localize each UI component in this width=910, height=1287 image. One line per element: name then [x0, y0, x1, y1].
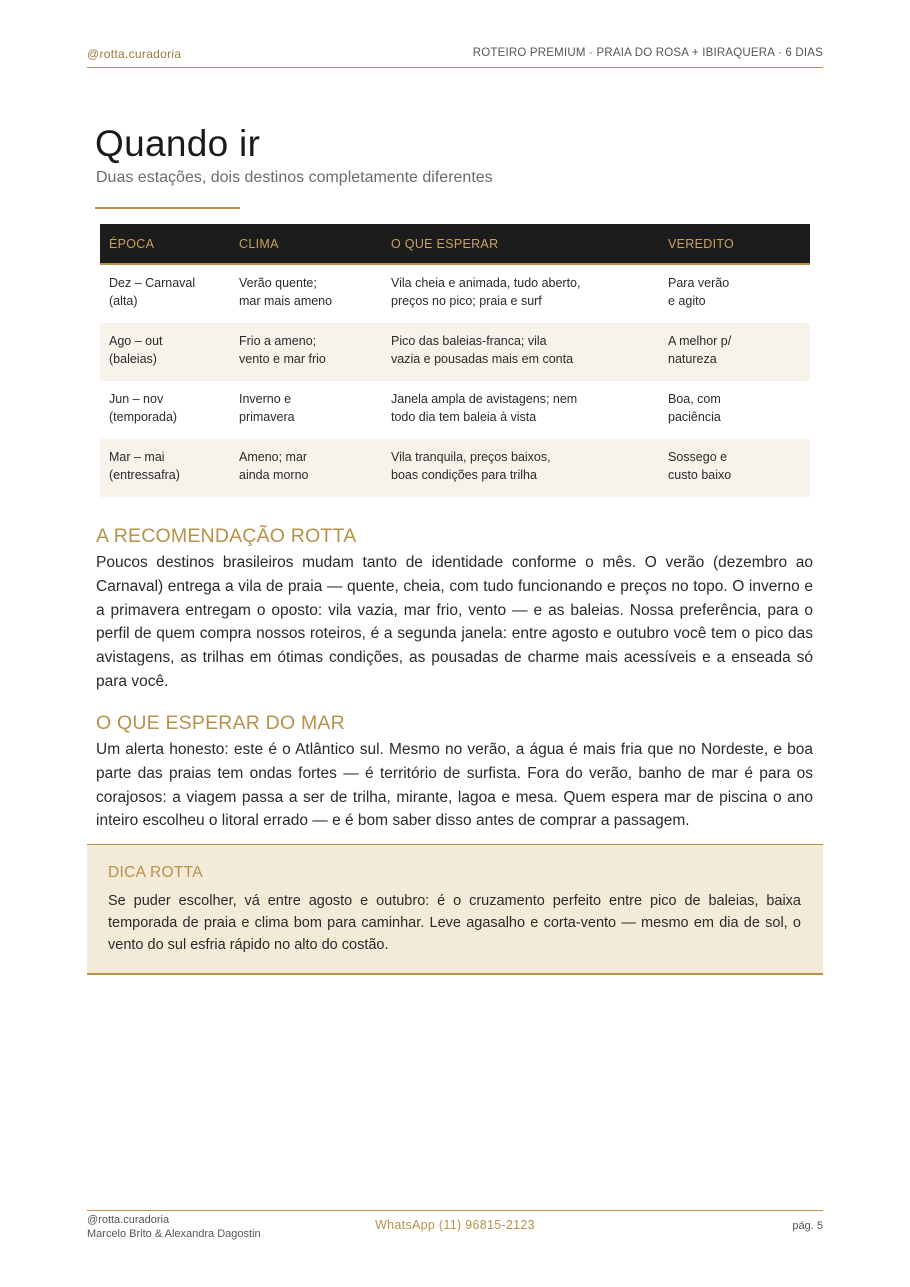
- footer-handle: @rotta.curadoria: [87, 1214, 170, 1226]
- table-cell: [230, 439, 382, 497]
- table-cell: [230, 381, 382, 439]
- table-cell: [382, 264, 659, 323]
- table-cell: [382, 381, 659, 439]
- page-title: Quando ir: [95, 123, 261, 164]
- cell-line: vazia e pousadas mais em conta: [391, 352, 574, 366]
- page-number: pág. 5: [792, 1220, 823, 1232]
- cell-line: paciência: [668, 410, 721, 424]
- table-header-row: [100, 224, 810, 264]
- cell-line: Janela ampla de avistagens; nem: [391, 392, 578, 406]
- table-row: [100, 264, 810, 323]
- cell-line: vento e mar frio: [239, 352, 326, 366]
- table-cell: [100, 439, 230, 497]
- header-brand: @rotta.curadoria: [87, 47, 182, 61]
- season-table: [100, 224, 810, 497]
- table-cell: [100, 381, 230, 439]
- section-heading-mar: O QUE ESPERAR DO MAR: [96, 712, 345, 734]
- cell-line: Vila tranquila, preços baixos,: [391, 450, 551, 464]
- cell-line: (entressafra): [109, 468, 180, 482]
- cell-line: Jun – nov: [109, 392, 164, 406]
- cell-line: primavera: [239, 410, 295, 424]
- footer-whatsapp: WhatsApp (11) 96815-2123: [375, 1218, 535, 1232]
- section-body-mar: Um alerta honesto: este é o Atlântico sul. Mesmo no verão, a água é mais fria que no Nordeste, e boa parte das praias tem ondas fortes — é território de surfista. Fora do verão, banho de mar é para os corajosos: a viagem passa a ser de trilha, mirante, lagoa e mesa. Quem espera mar de piscina o ano inteiro escolheu o litoral errado — e é bom saber disso antes de comprar a passagem.: [96, 741, 813, 830]
- table-row: [100, 381, 810, 439]
- col-header-clima: CLIMA: [230, 224, 382, 264]
- col-header-veredito: VEREDITO: [659, 224, 810, 264]
- table-cell: [659, 439, 810, 497]
- footer-authors: Marcelo Brito & Alexandra Dagostin: [87, 1228, 261, 1240]
- table-cell: [230, 323, 382, 381]
- cell-line: Frio a ameno;: [239, 334, 317, 348]
- cell-line: Verão quente;: [239, 276, 317, 290]
- table-cell: [100, 264, 230, 323]
- table-cell: [100, 323, 230, 381]
- cell-line: natureza: [668, 352, 717, 366]
- cell-line: preços no pico; praia e surf: [391, 294, 542, 308]
- tip-box: [87, 844, 823, 975]
- cell-line: Vila cheia e animada, tudo aberto,: [391, 276, 581, 290]
- page-subtitle: Duas estações, dois destinos completamente diferentes: [96, 169, 493, 186]
- cell-line: Dez – Carnaval: [109, 276, 196, 290]
- tip-title: DICA ROTTA: [108, 864, 203, 881]
- header-itinerary-title: ROTEIRO PREMIUM · PRAIA DO ROSA + IBIRAQUERA · 6 DIAS: [472, 47, 823, 59]
- table-cell: [659, 323, 810, 381]
- cell-line: (temporada): [109, 410, 178, 424]
- cell-line: (alta): [109, 294, 138, 308]
- cell-line: todo dia tem baleia à vista: [391, 410, 537, 424]
- table-row: [100, 323, 810, 381]
- cell-line: Mar – mai: [109, 450, 165, 464]
- table-cell: [230, 264, 382, 323]
- cell-line: mar mais ameno: [239, 294, 333, 308]
- cell-line: Inverno e: [239, 392, 292, 406]
- cell-line: e agito: [668, 294, 706, 308]
- cell-line: Pico das baleias-franca; vila: [391, 334, 547, 348]
- cell-line: ainda morno: [239, 468, 309, 482]
- col-header-epoca: ÉPOCA: [100, 224, 230, 264]
- col-header-o-que-esperar: O QUE ESPERAR: [382, 224, 659, 264]
- cell-line: Boa, com: [668, 392, 721, 406]
- cell-line: A melhor p/: [668, 334, 732, 348]
- page-footer: [87, 1210, 823, 1240]
- page-header: [87, 44, 823, 68]
- section-body-recomendacao: Poucos destinos brasileiros mudam tanto de identidade conforme o mês. O verão (dezembro ao Carnaval) entrega a vila de praia — quente, cheia, com tudo funcionando e preços no topo. O inverno e a primavera entregam o oposto: vila vazia, mar frio, vento — e as baleias. Nossa preferência, para o perfil de quem compra nossos roteiros, é a segunda janela: entre agosto e outubro você tem o pico das avistagens, as trilhas em ótimas condições, as pousadas de charme mais acessíveis e a enseada só para você.: [96, 554, 813, 690]
- tip-body: Se puder escolher, vá entre agosto e outubro: é o cruzamento perfeito entre pico de baleias, baixa temporada de praia e clima bom para caminhar. Leve agasalho e corta-vento — mesmo em dia de sol, o vento do sul esfria rápido no alto do costão.: [108, 893, 801, 953]
- cell-line: custo baixo: [668, 468, 732, 482]
- title-divider: [95, 207, 240, 209]
- table-cell: [659, 381, 810, 439]
- table-cell: [382, 323, 659, 381]
- cell-line: Sossego e: [668, 450, 728, 464]
- cell-line: Ago – out: [109, 334, 163, 348]
- table-row: [100, 439, 810, 497]
- cell-line: (baleias): [109, 352, 157, 366]
- cell-line: Ameno; mar: [239, 450, 308, 464]
- table-cell: [382, 439, 659, 497]
- cell-line: Para verão: [668, 276, 730, 290]
- cell-line: boas condições para trilha: [391, 468, 537, 482]
- section-heading-recomendacao: A RECOMENDAÇÃO ROTTA: [96, 525, 357, 547]
- table-cell: [659, 264, 810, 323]
